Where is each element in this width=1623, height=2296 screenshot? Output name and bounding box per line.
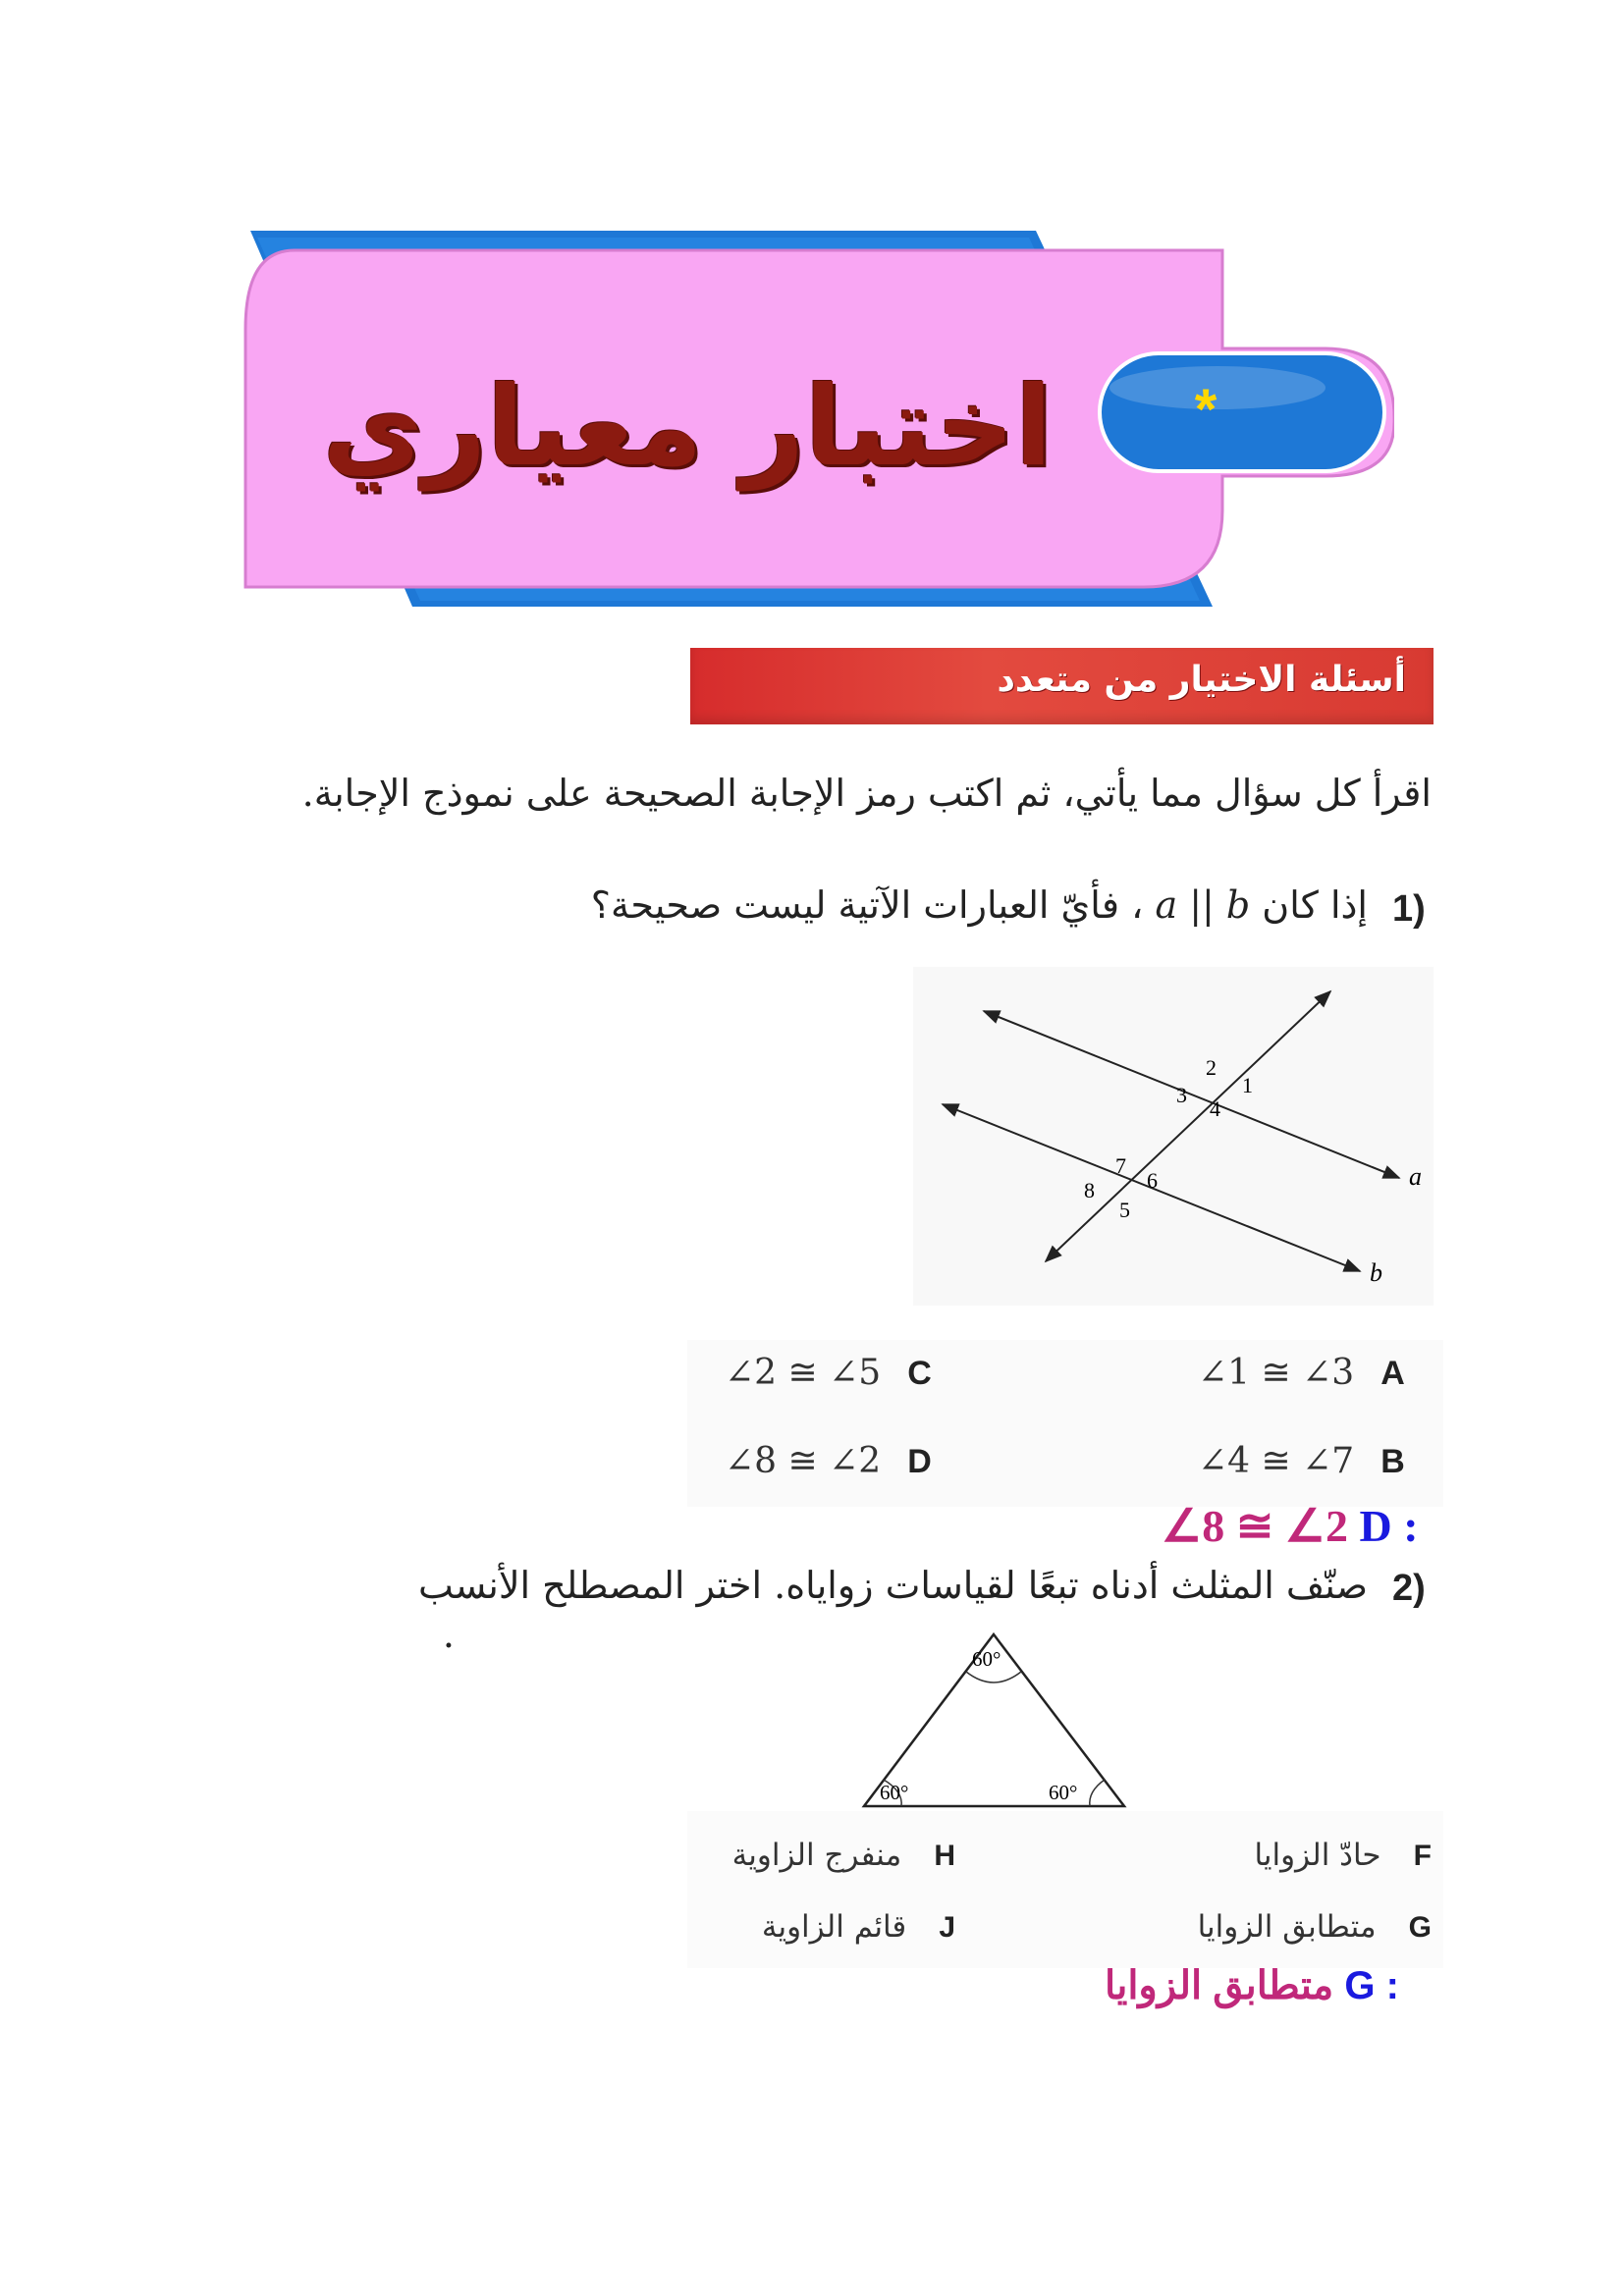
- parallel-lines-figure: [913, 967, 1434, 1306]
- angle-label-8: 8: [1084, 1178, 1095, 1202]
- angle-label-4: 4: [1210, 1096, 1220, 1121]
- question-1-text-before: إذا كان: [1262, 883, 1368, 927]
- question-1-answer: [1162, 1499, 1419, 1552]
- question-2-answer: [1105, 1963, 1399, 2008]
- option-c[interactable]: [725, 1353, 932, 1393]
- option-h-text: منفرج الزاوية: [731, 1838, 902, 1873]
- question-2-number: 2): [1392, 1568, 1426, 1609]
- option-d[interactable]: [725, 1441, 932, 1481]
- option-j[interactable]: [762, 1909, 955, 1945]
- option-b[interactable]: [1198, 1441, 1405, 1481]
- angle-label-1: 1: [1242, 1073, 1253, 1097]
- figure-background: [913, 967, 1434, 1306]
- angle-label-3: 3: [1176, 1083, 1187, 1107]
- option-j-text: قائم الزاوية: [761, 1909, 907, 1945]
- angle-label-6: 6: [1147, 1168, 1158, 1193]
- option-g-text: متطابق الزوايا: [1197, 1909, 1377, 1945]
- option-b-letter: B: [1380, 1443, 1405, 1480]
- option-d-expr: ∠8 ≅ ∠2: [725, 1441, 882, 1481]
- section-header-title: أسئلة الاختيار من متعدد: [997, 660, 1406, 700]
- option-f-letter: F: [1413, 1840, 1432, 1872]
- equilateral-triangle-figure: [844, 1625, 1139, 1816]
- banner-star-icon: *: [1194, 378, 1217, 442]
- option-a-expr: ∠1 ≅ ∠3: [1198, 1353, 1355, 1393]
- question-1-answer-value: ∠8 ≅ ∠2: [1162, 1501, 1349, 1551]
- question-2-answer-value: متطابق الزوايا: [1105, 1964, 1334, 2007]
- question-2-text-end: .: [442, 1613, 455, 1656]
- option-a-letter: A: [1380, 1355, 1405, 1392]
- question-1-math: a || b: [1155, 883, 1251, 927]
- option-f-text: حادّ الزوايا: [1254, 1838, 1381, 1873]
- angle-label-2: 2: [1206, 1055, 1217, 1080]
- line-a-label: a: [1409, 1162, 1422, 1191]
- triangle-angle-right: 60°: [1049, 1781, 1078, 1804]
- option-h[interactable]: [732, 1838, 955, 1873]
- option-c-letter: C: [907, 1355, 932, 1392]
- question-1-text: [591, 883, 1368, 927]
- angle-label-7: 7: [1115, 1153, 1126, 1178]
- option-d-letter: D: [907, 1443, 932, 1480]
- question-2-text: صنّف المثلث أدناه تبعًا لقياسات زواياه. اختر المصطلح الأنسب: [418, 1564, 1368, 1607]
- question-1-text-after: ، فأيّ العبارات الآتية ليست صحيحة؟: [590, 883, 1144, 927]
- option-h-letter: H: [934, 1840, 955, 1872]
- option-b-expr: ∠4 ≅ ∠7: [1198, 1441, 1355, 1481]
- question-2-answer-label: G :: [1344, 1964, 1399, 2007]
- instructions-text: اقرأ كل سؤال مما يأتي، ثم اكتب رمز الإجابة الصحيحة على نموذج الإجابة.: [301, 772, 1432, 815]
- line-b-label: b: [1370, 1258, 1382, 1287]
- option-a[interactable]: [1198, 1353, 1405, 1393]
- option-j-letter: J: [939, 1911, 955, 1944]
- section-header: [690, 648, 1434, 724]
- triangle-angle-left: 60°: [880, 1781, 909, 1804]
- question-2-options-area: [687, 1811, 1443, 1968]
- triangle-angle-top: 60°: [972, 1647, 1001, 1671]
- option-c-expr: ∠2 ≅ ∠5: [725, 1353, 882, 1393]
- question-1-number: 1): [1392, 888, 1426, 930]
- angle-label-5: 5: [1119, 1198, 1130, 1222]
- question-1-answer-label: D :: [1359, 1501, 1419, 1551]
- option-f[interactable]: [1254, 1838, 1432, 1873]
- option-g[interactable]: [1198, 1909, 1432, 1945]
- option-g-letter: G: [1408, 1911, 1432, 1944]
- banner-title: اختبار معياري: [322, 363, 1053, 491]
